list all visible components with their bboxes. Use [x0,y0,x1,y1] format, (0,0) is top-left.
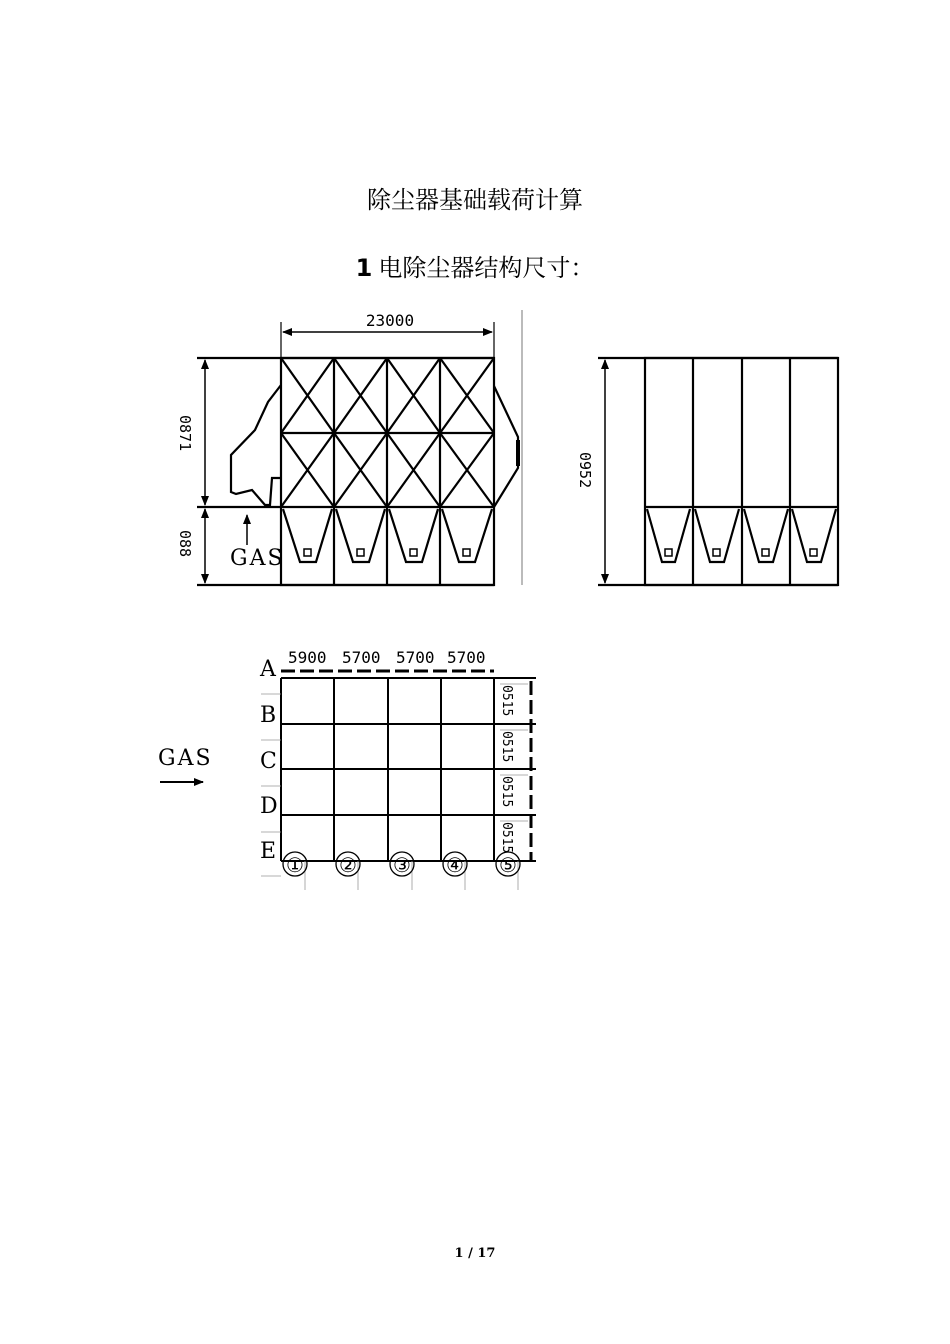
column-label-2: ② [339,853,357,877]
span-dim-4: 5700 [447,648,486,667]
gas-label-plan: GAS [158,746,213,771]
end-elevation-drawing [598,358,838,585]
span-dim-2: 5700 [342,648,381,667]
gas-label-side: GAS [230,546,285,571]
span-dim-3: 5700 [396,648,435,667]
row-label-c: C [260,749,277,774]
section-number: 1 [355,254,373,282]
page-number: 1 / 17 [454,1246,496,1261]
column-label-4: ④ [446,853,464,877]
row-dim-2: 0515 [499,731,514,763]
width-dimension: 23000 [365,311,415,330]
upper-height-dimension: 0871 [176,415,194,452]
row-label-b: B [260,703,277,728]
column-label-5: ⑤ [499,853,517,877]
column-label-3: ③ [393,853,411,877]
document-title: 除尘器基础载荷计算 [367,186,583,214]
row-dim-3: 0515 [499,776,514,808]
end-height-dimension: 0952 [576,452,594,489]
inlet-nozzle [231,385,281,505]
side-elevation-drawing [197,310,522,585]
row-label-d: D [260,794,278,819]
row-dim-1: 0515 [499,685,514,717]
column-label-1: ① [286,853,304,877]
row-label-a: A [260,657,276,682]
outlet-nozzle [494,386,518,507]
span-dim-1: 5900 [288,648,327,667]
lower-height-dimension: 088 [176,530,194,558]
section-title: 电除尘器结构尺寸： [378,254,595,282]
row-dim-4: 0515 [499,822,514,854]
row-label-e: E [260,839,277,864]
